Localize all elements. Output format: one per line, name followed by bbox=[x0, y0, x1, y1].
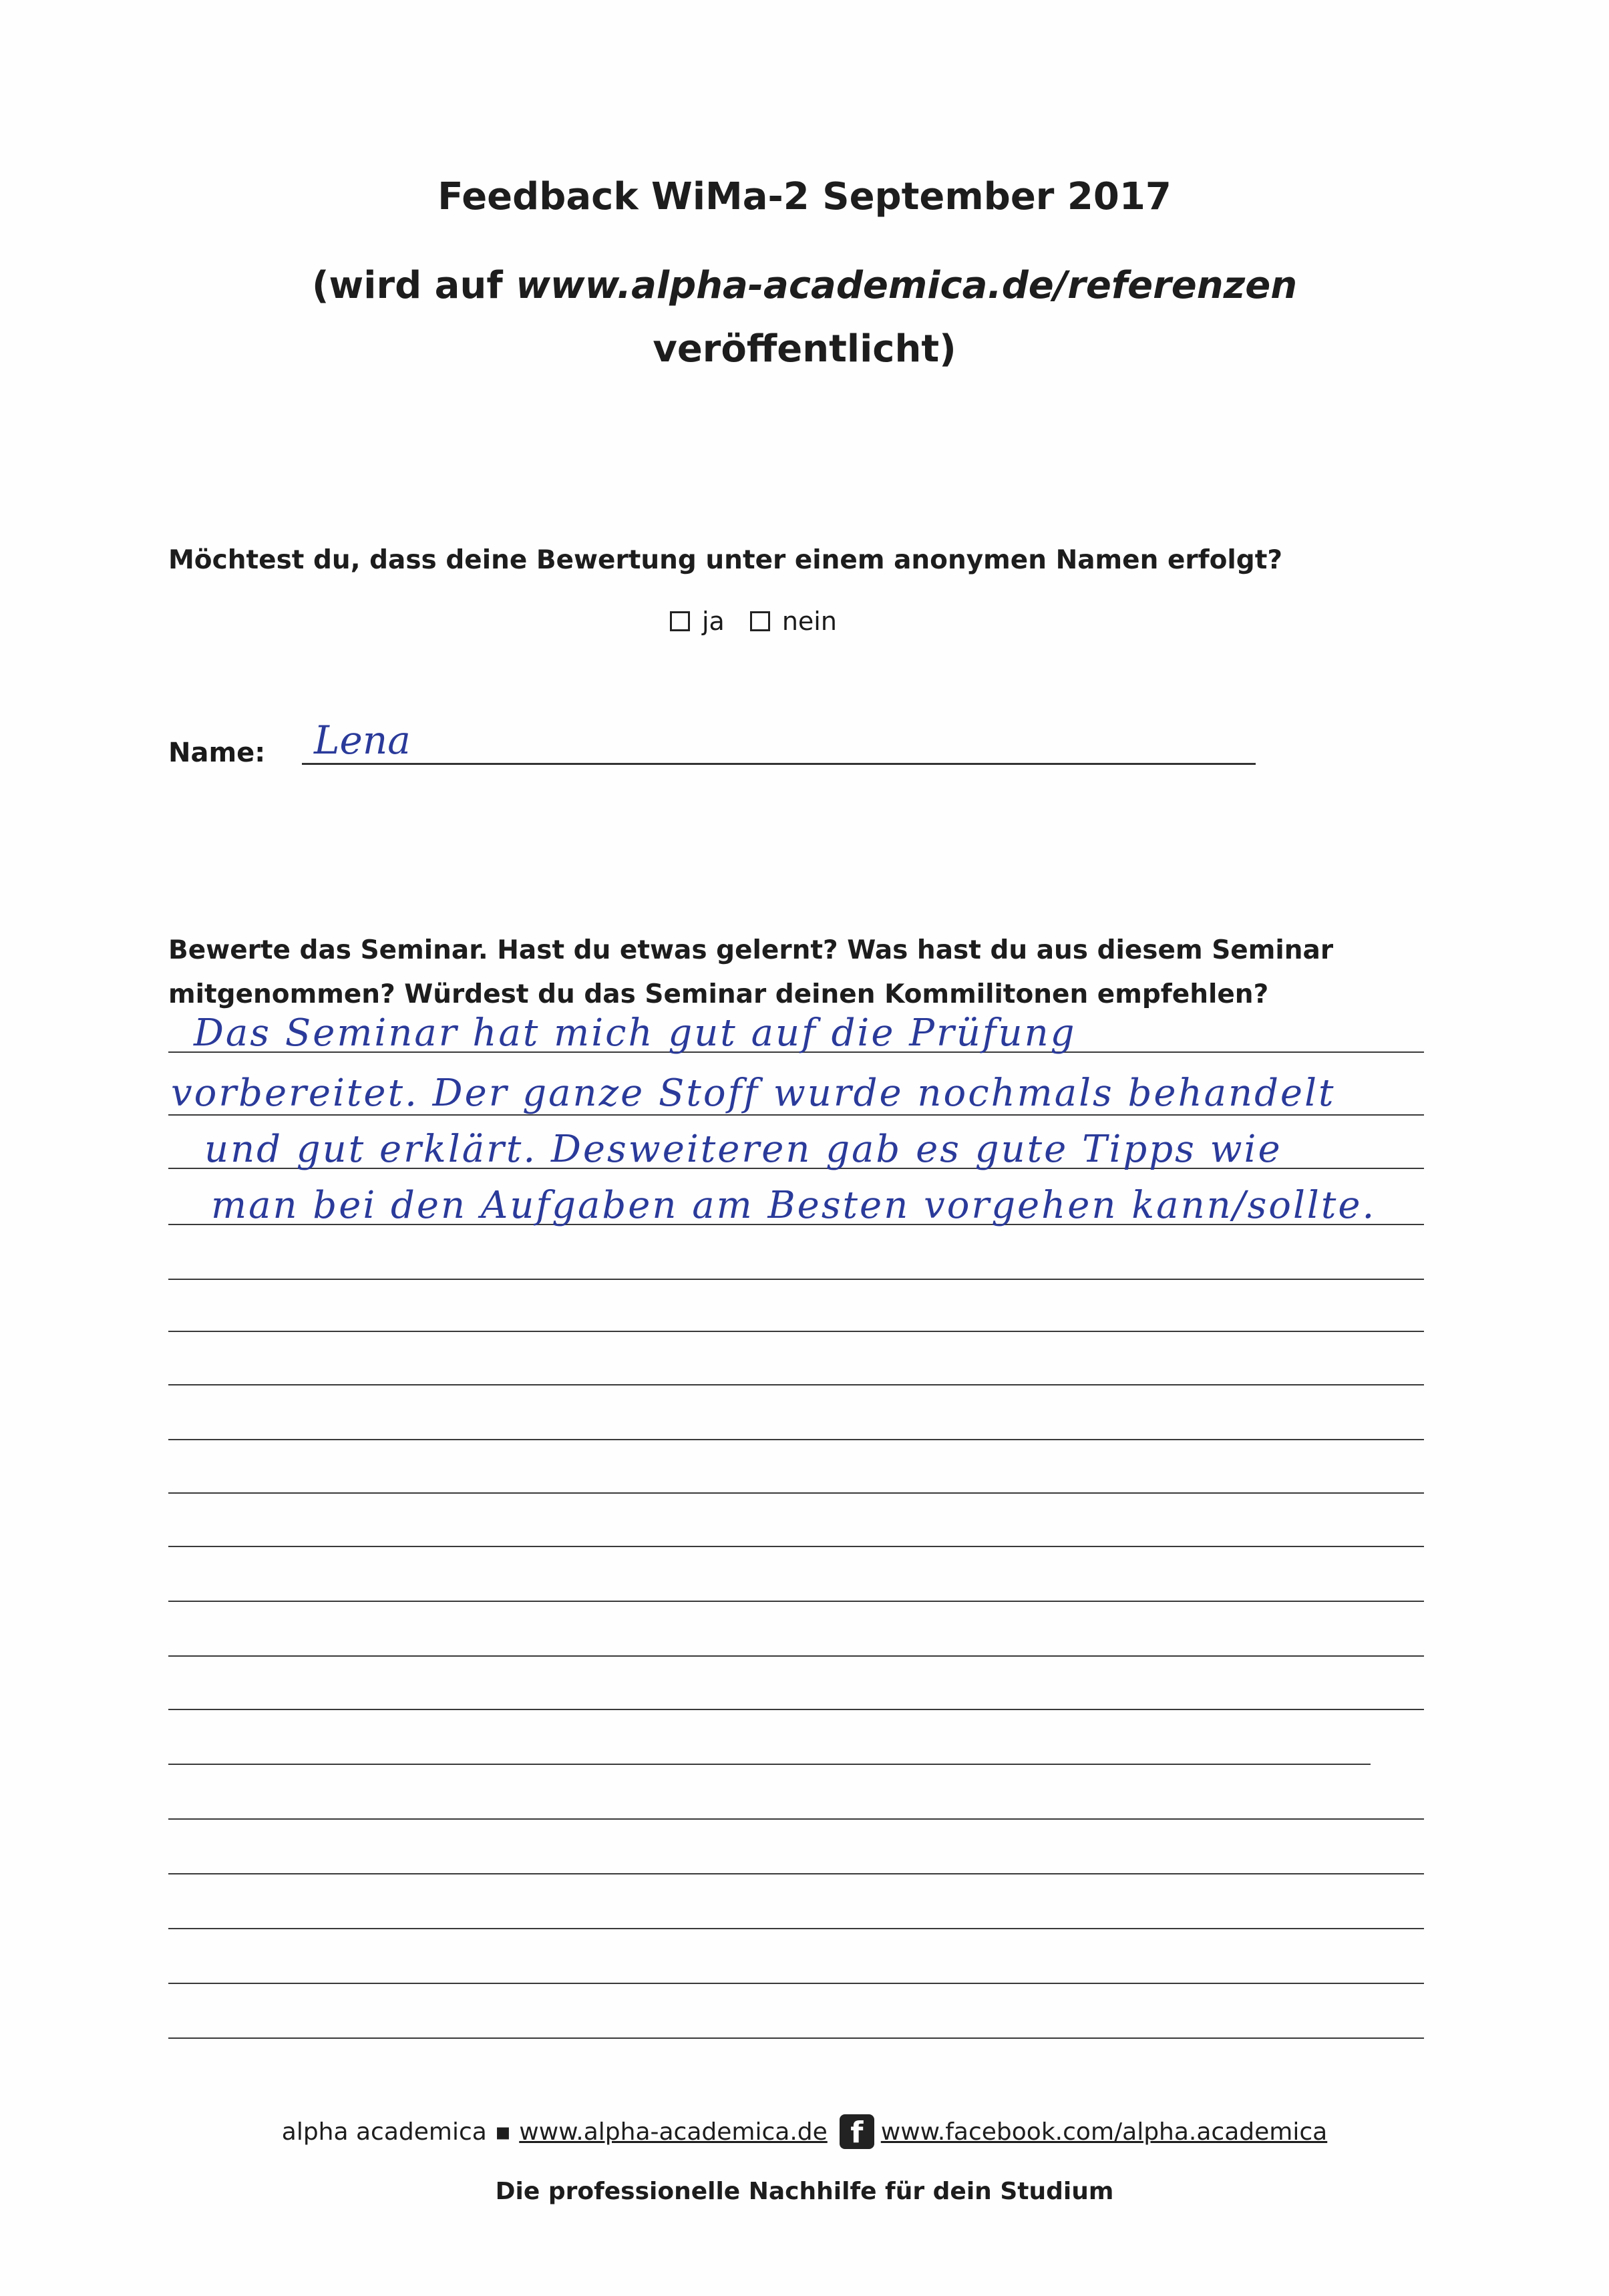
seminar-question bbox=[168, 929, 1451, 1017]
seminar-question-line-1: Bewerte das Seminar. Hast du etwas gelernt? Was hast du aus diesem Seminar bbox=[168, 935, 1334, 965]
option-nein-label: nein bbox=[781, 607, 837, 636]
subtitle-prefix: (wird auf bbox=[311, 264, 516, 307]
footer-brand: alpha academica bbox=[281, 2118, 487, 2146]
answer-line-1[interactable]: Das Seminar hat mich gut auf die Prüfung bbox=[194, 1011, 1077, 1055]
footer-website-link[interactable]: www.alpha-academica.de bbox=[519, 2118, 828, 2146]
answer-line-2[interactable]: vorbereitet. Der ganze Stoff wurde nochmals behandelt bbox=[171, 1072, 1336, 1115]
answer-rule[interactable] bbox=[168, 1384, 1424, 1385]
answer-rule[interactable] bbox=[168, 1873, 1424, 1874]
form-subtitle-suffix: veröffentlicht) bbox=[653, 327, 956, 371]
answer-rule[interactable] bbox=[168, 1601, 1424, 1602]
subtitle-url: www.alpha-academica.de/referenzen bbox=[516, 264, 1298, 307]
answer-rule[interactable] bbox=[168, 1492, 1424, 1494]
answer-rule[interactable] bbox=[168, 1279, 1424, 1280]
answer-rule[interactable] bbox=[168, 1709, 1424, 1710]
answer-rule[interactable] bbox=[168, 1331, 1424, 1332]
name-field-line[interactable] bbox=[302, 763, 1256, 765]
checkbox-ja[interactable] bbox=[670, 611, 690, 631]
checkbox-nein[interactable] bbox=[750, 611, 770, 631]
answer-rule[interactable] bbox=[168, 1546, 1424, 1547]
seminar-question-line-2: mitgenommen? Würdest du das Seminar deinen Kommilitonen empfehlen? bbox=[168, 979, 1269, 1009]
answer-rule[interactable] bbox=[168, 1764, 1371, 1765]
answer-rule[interactable] bbox=[168, 1655, 1424, 1657]
name-label: Name: bbox=[168, 737, 266, 768]
form-subtitle bbox=[0, 264, 1609, 307]
anonymous-question: Möchtest du, dass deine Bewertung unter einem anonymen Namen erfolgt? bbox=[168, 545, 1282, 575]
option-ja-label: ja bbox=[702, 607, 725, 636]
answer-rule[interactable] bbox=[168, 1439, 1424, 1440]
answer-rule[interactable] bbox=[168, 1818, 1424, 1820]
answer-rule[interactable] bbox=[168, 1983, 1424, 1984]
option-nein[interactable] bbox=[750, 607, 837, 636]
facebook-icon[interactable]: f bbox=[840, 2114, 874, 2149]
form-title: Feedback WiMa-2 September 2017 bbox=[437, 175, 1172, 218]
answer-rule[interactable] bbox=[168, 1928, 1424, 1929]
footer-separator: ▪ bbox=[494, 2118, 512, 2146]
footer-tagline: Die professionelle Nachhilfe für dein Studium bbox=[495, 2178, 1114, 2205]
answer-line-4[interactable]: man bei den Aufgaben am Besten vorgehen kann/sollte. bbox=[211, 1184, 1377, 1227]
footer-facebook-link[interactable]: www.facebook.com/alpha.academica bbox=[880, 2118, 1328, 2146]
anonymous-options bbox=[670, 607, 862, 636]
footer-links bbox=[0, 2114, 1609, 2149]
answer-line-3[interactable]: und gut erklärt. Desweiteren gab es gute Tipps wie bbox=[204, 1128, 1282, 1171]
option-ja[interactable] bbox=[670, 607, 725, 636]
answer-rule[interactable] bbox=[168, 2037, 1424, 2039]
name-field-value[interactable]: Lena bbox=[314, 717, 411, 763]
